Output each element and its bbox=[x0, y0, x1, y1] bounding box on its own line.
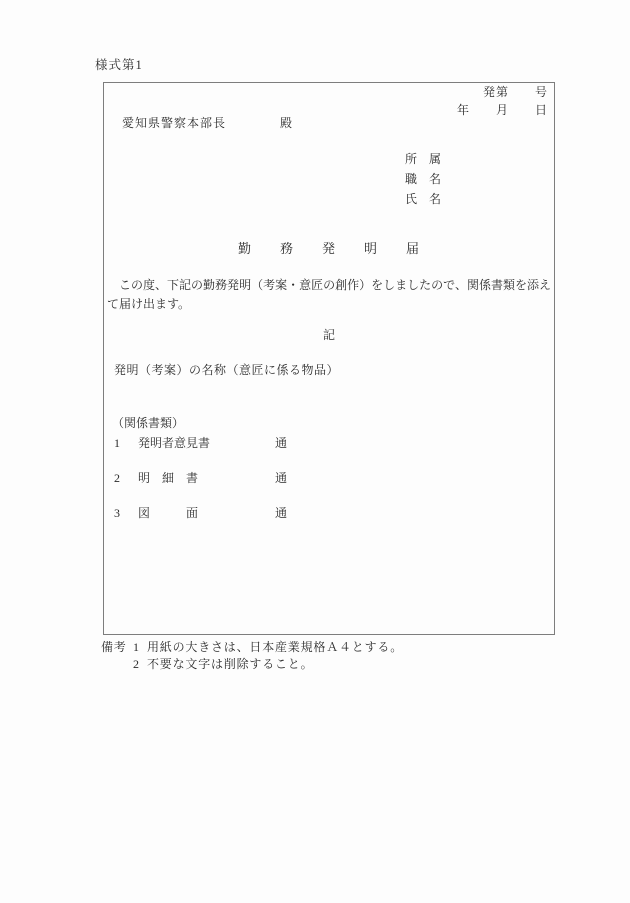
attachment-number: 3 bbox=[114, 506, 120, 520]
attachments-heading: （関係書類） bbox=[112, 416, 185, 430]
note-text: 用紙の大きさは、日本産業規格Ａ４とする。 bbox=[147, 640, 404, 654]
form-number-label: 様式第1 bbox=[95, 58, 143, 72]
attachment-number: 2 bbox=[114, 471, 120, 485]
attachment-row bbox=[104, 436, 554, 451]
attachment-unit: 通 bbox=[275, 436, 288, 450]
attachment-unit: 通 bbox=[275, 471, 288, 485]
record-marker: 記 bbox=[322, 328, 335, 342]
body-paragraph: この度、下記の勤務発明（考案・意匠の創作）をしましたので、関係書類を添えて届け出ます。 bbox=[107, 278, 551, 311]
signature-field-name: 氏 名 bbox=[405, 192, 442, 206]
addressee-row bbox=[104, 116, 554, 131]
notes-block bbox=[101, 639, 541, 673]
note-row bbox=[101, 656, 541, 673]
attachment-name: 図 面 bbox=[138, 506, 199, 520]
addressee-honorific: 殿 bbox=[280, 116, 293, 130]
notes-label: 備考 bbox=[101, 640, 127, 654]
signature-field-job-title: 職 名 bbox=[405, 172, 442, 186]
invention-name-label: 発明（考案）の名称（意匠に係る物品） bbox=[114, 363, 340, 377]
signature-block bbox=[405, 149, 441, 209]
date-line: 年 月 日 bbox=[456, 103, 548, 117]
addressee-name: 愛知県警察本部長 bbox=[122, 116, 227, 130]
note-row bbox=[101, 639, 541, 656]
attachment-unit: 通 bbox=[275, 506, 288, 520]
form-title: 勤 務 発 明 届 bbox=[237, 241, 420, 256]
form-border-box bbox=[103, 82, 555, 635]
note-text: 不要な文字は削除すること。 bbox=[147, 657, 314, 671]
attachment-number: 1 bbox=[114, 436, 120, 450]
note-number: 2 bbox=[133, 657, 140, 671]
attachment-row bbox=[104, 471, 554, 486]
attachment-row bbox=[104, 506, 554, 521]
signature-field-affiliation: 所 属 bbox=[405, 152, 442, 166]
attachment-name: 明 細 書 bbox=[138, 471, 199, 485]
attachment-name: 発明者意見書 bbox=[138, 436, 211, 450]
issue-number-line: 発第 号 bbox=[482, 85, 548, 99]
note-number: 1 bbox=[133, 640, 140, 654]
